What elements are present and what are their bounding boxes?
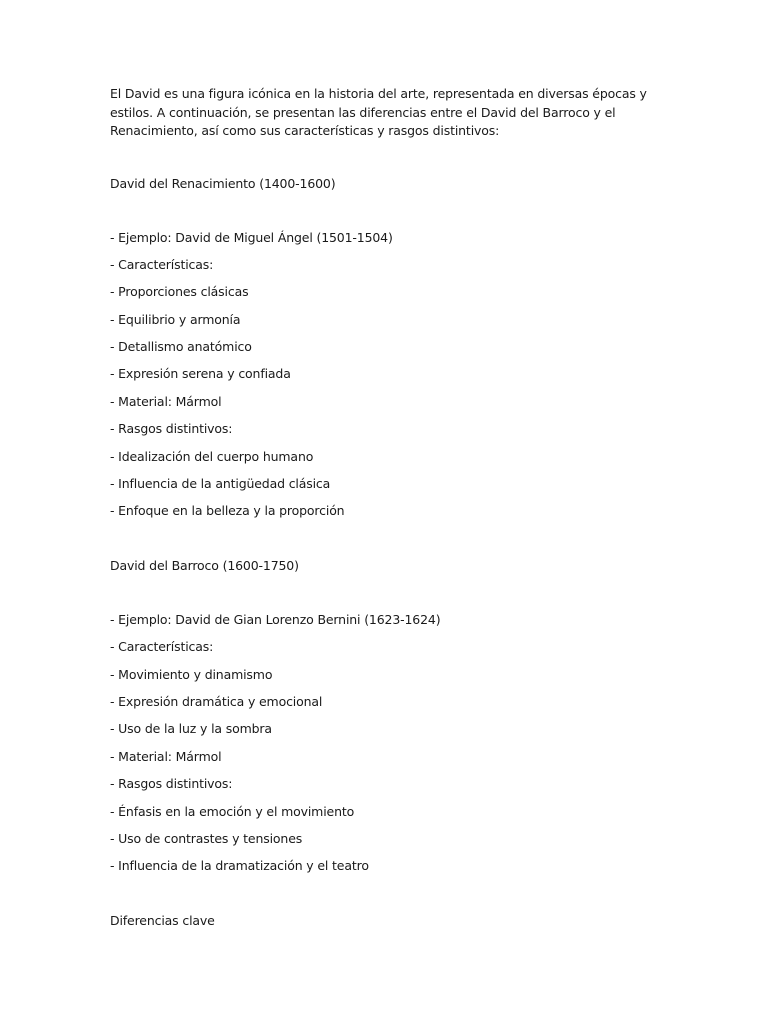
- list-item: - Rasgos distintivos:: [110, 421, 233, 437]
- list-item: - Rasgos distintivos:: [110, 776, 233, 792]
- intro-paragraph: El David es una figura icónica en la historia del arte, representada en diversas épocas y estilos. A continuación, se presentan las diferencias entre el David del Barroco y el Renacimiento, así como sus características y rasgos distintivos:: [110, 86, 647, 138]
- list-item: - Movimiento y dinamismo: [110, 666, 273, 682]
- list-item: - Ejemplo: David de Gian Lorenzo Bernini (1623-1624): [110, 611, 441, 627]
- list-item: - Énfasis en la emoción y el movimiento: [110, 803, 355, 819]
- list-item: - Expresión dramática y emocional: [110, 693, 323, 709]
- list-item: - Idealización del cuerpo humano: [110, 448, 314, 464]
- list-item: - Detallismo anatómico: [110, 339, 252, 355]
- barroco-list: [110, 611, 670, 885]
- list-item: - Influencia de la dramatización y el teatro: [110, 858, 369, 874]
- list-item: - Uso de contrastes y tensiones: [110, 830, 303, 846]
- list-item: - Enfoque en la belleza y la proporción: [110, 503, 345, 519]
- list-item: - Influencia de la antigüedad clásica: [110, 476, 331, 492]
- section-heading-renacimiento: David del Renacimiento (1400-1600): [110, 175, 336, 191]
- list-item: - Equilibrio y armonía: [110, 311, 241, 327]
- section-heading-barroco: David del Barroco (1600-1750): [110, 557, 299, 573]
- list-item: - Características:: [110, 639, 214, 655]
- section-heading-diferencias: Diferencias clave: [110, 912, 215, 928]
- renacimiento-list: [110, 229, 670, 530]
- list-item: - Características:: [110, 256, 214, 272]
- list-item: - Material: Mármol: [110, 748, 222, 764]
- list-item: - Proporciones clásicas: [110, 284, 249, 300]
- list-item: - Uso de la luz y la sombra: [110, 721, 272, 737]
- list-item: - Material: Mármol: [110, 393, 222, 409]
- list-item: - Ejemplo: David de Miguel Ángel (1501-1504): [110, 229, 393, 245]
- document-body: [110, 85, 670, 930]
- list-item: - Expresión serena y confiada: [110, 366, 291, 382]
